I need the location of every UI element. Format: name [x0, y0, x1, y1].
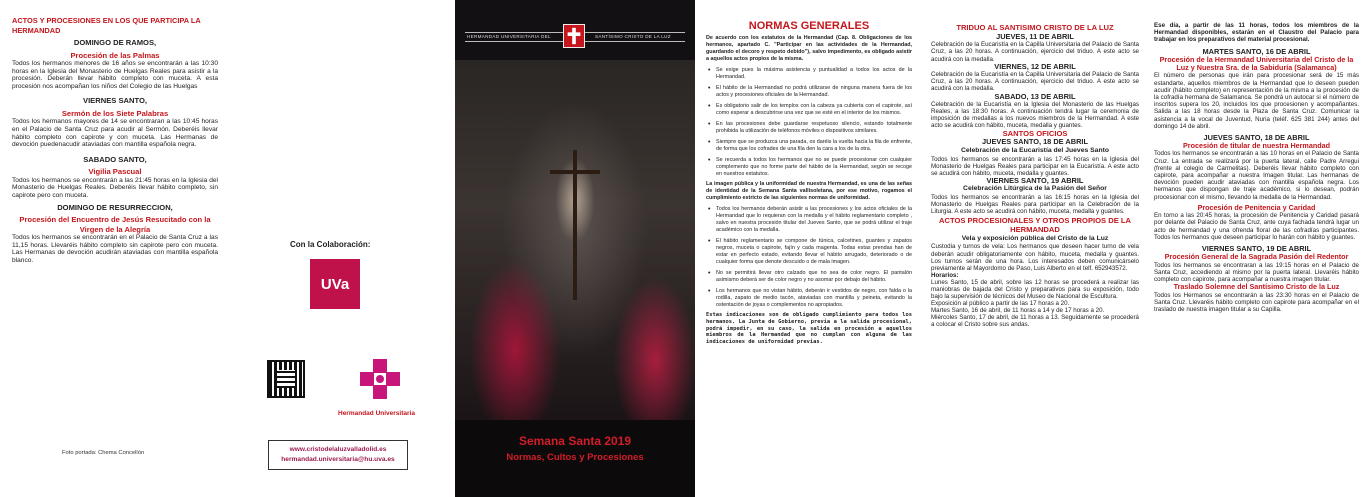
oficios-name-1: Celebración de la Eucaristía del Jueves Santo — [960, 146, 1110, 154]
sec4-text: Todos los hermanos se encontrarán en el Palacio de Santa Cruz a las 11,15 horas. Llevaréis hábito completo sin capirote pero con muceta. Las Hermanas de devoción acudirán ataviadas con mantilla española blanco. — [12, 234, 218, 264]
oficios-text-1: Todos los hermanos se encontrarán a las 17:45 horas en la Iglesia del Monasterio de Huelgas Reales para participar en la Eucaristía. A este acto se acudirá con hábito, muceta, medalla y guantes. — [931, 155, 1139, 177]
normas-bullets — [706, 67, 912, 178]
sec2-name: Sermón de los Siete Palabras — [61, 108, 169, 118]
list-item: • El hábito de la Hermandad no podrá utilizarse de ninguna manera fuera de los actos y procesiones oficiales de la Hermandad. — [706, 85, 912, 99]
panel1-title: ACTOS Y PROCESIONES EN LOS QUE PARTICIPA LA HERMANDAD — [12, 16, 201, 35]
list-item: • En las procesiones debe guardarse respetuoso silencio, estando totalmente prohibida la utilización de teléfonos móviles o dispositivos similares. — [706, 121, 912, 135]
list-item: • Siempre que se produzca una parada, os daréis la vuelta hacia la fila de enfrente, de forma que los cofrades de una fila den la cara a los de la otra. — [706, 139, 912, 153]
vela-text: Custodia y turnos de vela: Los hermanos que deseen hacer turno de vela deberán acudir obligatoriamente con hábito, muceta, medalla y guantes. Los turnos serán de una hora. Los interesados deben comunicárselo previamente al Mayordomo de Paso, Luis Alberto en el telf. 652943572. — [931, 243, 1139, 272]
panel-normas — [698, 0, 920, 497]
sec4-name: Procesión del Encuentro de Jesús Resucitado con la Virgen de la Alegría — [19, 215, 211, 234]
hermandad-label: Hermandad Universitaria — [338, 410, 415, 417]
cover-subtitle: Normas, Cultos y Procesiones — [506, 452, 644, 463]
sec3-day: SABADO SANTO, — [83, 154, 147, 164]
normas-closing: Estas indicaciones son de obligado cumplimiento para todos los hermanos. La Junta de Gobierno, previa a la salida procesional, podrá impedir, en su caso, la salida en procesión a aquellos miembros de la Hermandad que no cumplan con alguna de las indicaciones de uniformidad previas. — [706, 312, 912, 346]
oficios-day-2: VIERNES SANTO, 19 ABRIL — [986, 175, 1084, 185]
photo-credit: Foto portada: Chema Concellón — [62, 450, 145, 456]
uniformidad-para: La imagen pública y la uniformidad de nuestra Hermandad, es una de las señas de identidad de la Semana Santa vallisoletana, por ese motivo, rogamos el cumplimiento estricto de las siguientes normas de uniformidad. — [706, 181, 912, 201]
list-item: • El hábito reglamentario se compone de túnica, calcetines, guantes y zapatos negros, muceta o capirote, fajín y cada magenta. Todas estas prendas han de estar en perfecto estado, evitando llevar el hábito arrugado, deteriorado o de cualquier forma que denote descuido o de mala imagen. — [706, 238, 912, 266]
cover-title: Semana Santa 2019 — [518, 434, 632, 448]
vela-title: Vela y exposición pública del Cristo de la Luz — [961, 234, 1109, 242]
sec2-day: VIERNES SANTO, — [83, 96, 147, 106]
proc-text-1: El número de personas que irán para procesionar será de 15 más estandarte, aquellos miembros de la Hermandad que lo deseen pueden acudir (hábito completo) en representación de la misma a la procesión de la cofradía hermana de Salamanca. Se pondrá un autocar si el número de inscritos supera los 20, incluidos los que procesionen y acompañantes. Salida a las 18 horas desde la Plaza de Santa Cruz. Comunicar la asistencia a la vocal de Juventud, Nuria (teléf. 625 381 244) antes del domingo 14 de abril. — [1154, 72, 1359, 130]
list-item: • Se recuerda a todos los hermanos que no se puede procesionar con cualquier complemento que no forme parte del hábito de la Hermandad, según se recoge en nuestros estatutos. — [706, 157, 912, 178]
sec1-text: Todos los hermanos menores de 16 años se encontrarán a las 10:30 horas en la Iglesia del Monasterio de Huelgas Reales para asistir a la procesión. Deberán llevar hábito completo con muceta. A esta procesión nos acompañan los niños del Colegio de las Huelgas — [12, 60, 218, 90]
triduo-day-2: VIERNES, 12 DE ABRIL — [994, 61, 1076, 71]
website-link[interactable]: www.cristodelaluzvalladolid.es — [289, 446, 387, 453]
proc-text-5: Todos los Hermanos se encontrarán a las 23:30 horas en el Palacio de Santa Cruz. Llevaréis hábito completo con capirote para acompañar en el traslado de nuestra imagen titular a su Capilla. — [1154, 291, 1359, 313]
oficios-name-2: Celebración Litúrgica de la Pasión del Señor — [963, 185, 1107, 193]
proc-text-4: Todos los hermanos se encontraran a las 19:15 horas en el Palacio de Santa Cruz, accediendo al mismo por la puerta lateral. Llevaréis hábito completo con capirote, para acompañar a nuestra imagen titular. — [1154, 261, 1359, 283]
proc-name-3: Procesión de Penitencia y Caridad — [1197, 202, 1316, 212]
list-item: • No se permitirá llevar otro calzado que no sea de color negro. El pantalón asimismo deberá ser de color negro y no asomar por debajo del hábito. — [706, 270, 912, 284]
list-item: • Los hermanos que no vistan hábito, deberán ir vestidos de negro, con falda o la rodilla, zapato de medio tacón, ataviadas con mantilla y peineta, evitando la ostentación de joyas o complementos no apropiados. — [706, 288, 912, 309]
cover-header — [455, 0, 695, 60]
list-item: • Se exige pues la máxima asistencia y puntualidad a todos los actos de la Hermandad. — [706, 67, 912, 81]
hermandad-cross-logo-icon — [358, 357, 402, 401]
proc-name-5: Traslado Solemne del Santísimo Cristo de la Luz — [1173, 282, 1340, 292]
actos-title: ACTOS PROCESIONALES Y OTROS PROPIOS DE LA HERMANDAD — [939, 216, 1131, 235]
triduo-day-3: SABADO, 13 DE ABRIL — [994, 91, 1076, 101]
contact-box — [268, 440, 408, 470]
oficios-day-1: JUEVES SANTO, 18 DE ABRIL — [982, 137, 1088, 147]
proc-day-2: JUEVES SANTO, 18 DE ABRIL — [1203, 133, 1310, 143]
triduo-text-1: Celebración de la Eucaristía en la Capilla Universitaria del Palacio de Santa Cruz, a las 20 horas. A continuación, ejercicio del triduo. A este acto se acudirá con la medalla. — [931, 41, 1139, 63]
horario-1: Lunes Santo, 15 de abril, sobre las 12 horas se procederá a realizar las maniobras de bajada del Cristo y preparativos para su exposición, todo bajo la supervisión de técnicos del Museo de Nacional de Escultura. — [931, 278, 1139, 301]
sec3-name: Vigilia Pascual — [88, 167, 142, 177]
uniformidad-bullets — [706, 206, 912, 309]
cover-panel — [455, 0, 695, 497]
triduo-text-3: Celebración de la Eucaristía en la Iglesia del Monasterio de las Huelgas Reales, a las 18:30 horas. A continuación tendrá lugar la ceremonia de imposición de medallas a los nuevos miembros de la Hermandad. A este acto se acudirá con hábito, muceta, medalla y guantes. — [931, 101, 1139, 130]
email-link[interactable]: hermandad.universitaria@hu.uva.es — [281, 456, 395, 463]
panel-triduo — [925, 0, 1145, 497]
horario-4: Miércoles Santo, 17 de abril, de 11 horas a 13. Seguidamente se procederá a colocar el Cristo sobre sus andas. — [931, 314, 1139, 329]
horario-2: Exposición al público a partir de las 17 horas a 20. — [931, 300, 1070, 308]
santos-oficios-title: SANTOS OFICIOS — [1002, 128, 1068, 138]
oficios-text-2: Todos los hermanos se encontrarán a las 16:15 horas en la Iglesia del Monasterio de Huelgas Reales para participar en la Celebración de la Liturgia. A este acto se acudirá con hábito, muceta, medalla y guantes. — [931, 193, 1139, 216]
sec2-text: Todos los hermanos mayores de 14 se encontraran a las 10:45 horas en el Palacio de Santa Cruz para acudir al Sermón. Deberéis llevar hábito completo con capirote y con muceta. Las Hermanas de devoción puedenacudir ataviadas con mantilla española negra. — [12, 118, 218, 149]
horario-3: Martes Santo, 16 de abril, de 11 horas a 14 y de 17 horas a 20. — [931, 307, 1105, 315]
proc-text-3: En torno a las 20:45 horas, la procesión de Penitencia y Caridad pasará por delante del Palacio de Santa Cruz, ante cuya fachada tendrá lugar un acto de hermandad y una ofrenda floral de las cofradías participantes. Todos los hermanos que deseen participar lo harán con hábito y guantes. — [1154, 212, 1359, 241]
cover-emblem-icon — [563, 24, 585, 48]
proc-day-4: VIERNES SANTO, 19 DE ABRIL — [1201, 244, 1312, 254]
band-right-text: SANTÍSIMO CRISTO DE LA LUZ — [595, 34, 671, 39]
proc-name-1: Procesión de la Hermandad Universitaria del Cristo de la Luz y Nuestra Sra. de la Sabiduría (Salamanca) — [1159, 54, 1354, 73]
proc-name-2: Procesión de titular de nuestra Hermandad — [1183, 141, 1330, 151]
uva-logo: UVa — [310, 259, 360, 309]
triduo-text-2: Celebración de la Eucaristía en la Capilla Universitaria del Palacio de Santa Cruz, a las 20 horas. A continuación, ejercicio del triduo. A este acto se acudirá con la medalla. — [931, 71, 1139, 93]
normas-intro: De acuerdo con los estatutos de la Hermandad (Cap. 8. Obligaciones de los hermanos, apartado C. "Participar en las actividades de la Hermandad, guardando el decoro y respeto debido"), salvo impedimento, es obligado asistir a aquellos actos propios de la misma. — [706, 35, 912, 62]
panel-actos-procesiones — [0, 0, 230, 497]
band-left-text: HERMANDAD UNIVERSITARIA DEL — [467, 34, 551, 39]
panel-procesiones — [1148, 0, 1367, 497]
collab-label: Con la Colaboración: — [290, 240, 371, 249]
list-item: • Todos los hermanos deberán asistir a las procesiones y los actos oficiales de la Hermandad que lo requieran con la medalla y el hábito reglamentario completo , salvo en nuestra procesión titular del Jueves Santo, que se podrá utilizar el traje académico con la medalla. — [706, 206, 912, 234]
proc-day-1: MARTES SANTO, 16 DE ABRIL — [1202, 46, 1311, 56]
cover-photo — [455, 60, 695, 420]
horarios-label: Horarios: — [931, 271, 959, 279]
triduo-day-1: JUEVES, 11 DE ABRIL — [996, 31, 1074, 41]
sec3-text: Todos los hermanos se encontrarán a las 21:45 horas en la Iglesia del Monasterio de Huelgas Reales. Deberéis llevar hábito completo, sin capirote pero con muceta. — [12, 176, 218, 199]
preparativos-text: Ese día, a partir de las 11 horas, todos los miembros de la Hermandad disponibles, estarán en el Claustro del Palacio para trabajar en los preparativos del material procesional. — [1154, 22, 1359, 44]
list-item: • Es obligatorio salir de los templos con la cabeza ya cubierta con el capirote, así como esperar a descubrirse una vez que se esté en el interior de los mismos. — [706, 103, 912, 117]
proc-name-4: Procesión General de la Sagrada Pasión del Redentor — [1164, 252, 1349, 262]
sec1-day: DOMINGO DE RAMOS, — [73, 38, 157, 47]
sec4-day: DOMINGO DE RESURRECCION, — [57, 202, 173, 212]
qr-code-icon[interactable] — [267, 360, 305, 398]
triduo-title: TRIDUO AL SANTISIMO CRISTO DE LA LUZ — [956, 23, 1114, 32]
proc-text-2: Todos los hermanos se encontrarán a las 10 horas en el Palacio de Santa Cruz. La entrada se realizará por la puerta lateral, calle Padre Arregui (frente al colegio de Carmelitas). Deberéis llevar hábito completo con capirote, para acompañar a nuestra Imagen titular. Las hermanas de devoción pueden acudir ataviadas con mantilla española negra. Los hermanos que dispongan de traje académico, si lo desean, podrán procesionar con el mismo, llevando la medalla de la Hermandad. — [1154, 150, 1359, 201]
normas-title: NORMAS GENERALES — [748, 20, 870, 32]
sec1-name: Procesión de las Palmas — [70, 50, 160, 60]
